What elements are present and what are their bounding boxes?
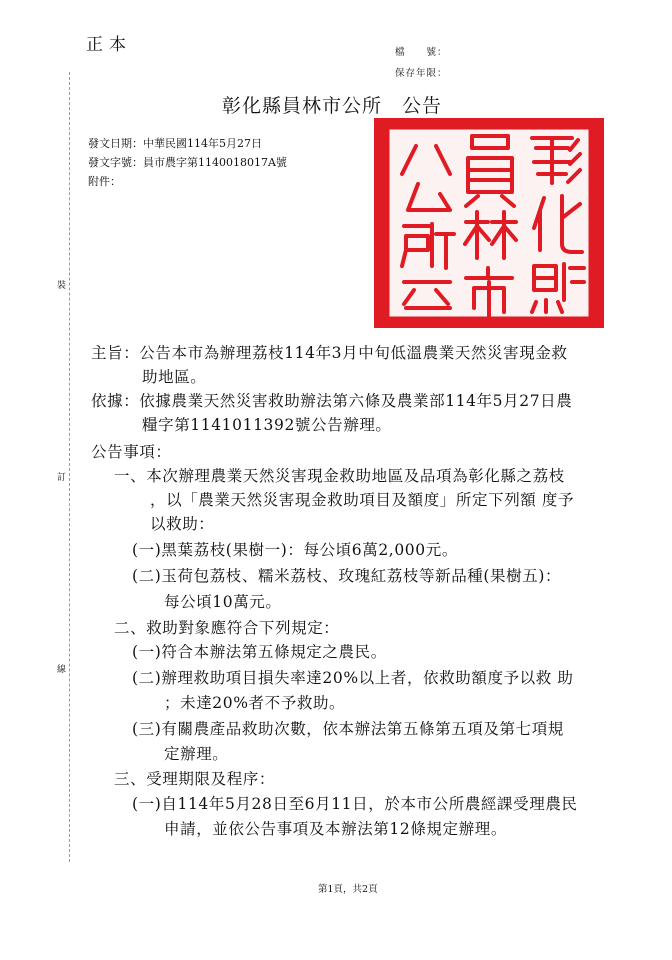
- body-line-3: 依據：依據農業天然災害救助辦法第六條及農業部114年5月27日農: [91, 392, 573, 410]
- body-line-2: 助地區。: [142, 368, 207, 386]
- attachment-label: 附件：: [88, 175, 121, 188]
- body-line-6: 一、本次辦理農業天然災害現金救助地區及品項為彰化縣之荔枝: [114, 467, 565, 485]
- body-line-13: (一)符合本辦法第五條規定之農民。: [132, 643, 387, 661]
- file-number-label: 檔 號：: [395, 47, 448, 58]
- body-line-20: 申請，並依公告事項及本辦法第12條規定辦理。: [164, 820, 507, 838]
- body-line-10: (二)玉荷包荔枝、糯米荔枝、玫瑰紅荔枝等新品種(果樹五)：: [132, 567, 562, 585]
- body-line-18: 三、受理期限及程序：: [114, 770, 276, 788]
- issue-date: 發文日期：中華民國114年5月27日: [88, 137, 262, 150]
- body-line-8: 以救助：: [150, 515, 215, 533]
- binding-line: [69, 72, 70, 862]
- body-line-1: 主旨：公告本市為辦理荔枝114年3月中旬低溫農業天然災害現金救: [91, 344, 568, 362]
- body-line-14: (二)辦理救助項目損失率達20%以上者，依救助額度予以救 助: [132, 669, 574, 687]
- body-line-12: 二、救助對象應符合下列規定：: [114, 619, 340, 637]
- body-line-5: 公告事項：: [91, 443, 172, 461]
- seal-graphic: [374, 118, 604, 328]
- retention-label: 保存年限：: [395, 68, 448, 79]
- body-line-19: (一)自114年5月28日至6月11日，於本市公所農經課受理農民: [132, 795, 578, 813]
- body-line-16: (三)有關農產品救助次數，依本辦法第五條第五項及第七項規: [132, 720, 564, 738]
- official-seal: [374, 118, 604, 328]
- body-line-7: ，以「農業天然災害現金救助項目及額度」所定下列額 度予: [150, 491, 575, 509]
- body-line-15: ；未達20%者不予救助。: [164, 694, 346, 712]
- reference-number: 發文字號：員市農字第1140018017A號: [88, 156, 287, 169]
- binding-char-zhuang: 裝: [57, 278, 66, 291]
- body-line-9: (一)黑葉荔枝(果樹一)：每公頃6萬2,000元。: [132, 541, 458, 559]
- binding-char-xian: 線: [57, 662, 66, 675]
- page-number: 第1頁，共2頁: [318, 884, 378, 895]
- original-copy-mark: 正本: [86, 35, 132, 55]
- body-line-11: 每公頃10萬元。: [164, 593, 282, 611]
- binding-char-ding: 訂: [57, 470, 66, 483]
- body-line-17: 定辦理。: [164, 745, 229, 763]
- document-title: 彰化縣員林市公所 公告: [222, 95, 443, 117]
- body-line-4: 糧字第1141011392號公告辦理。: [142, 416, 392, 434]
- bleed-through-text: [98, 92, 109, 107]
